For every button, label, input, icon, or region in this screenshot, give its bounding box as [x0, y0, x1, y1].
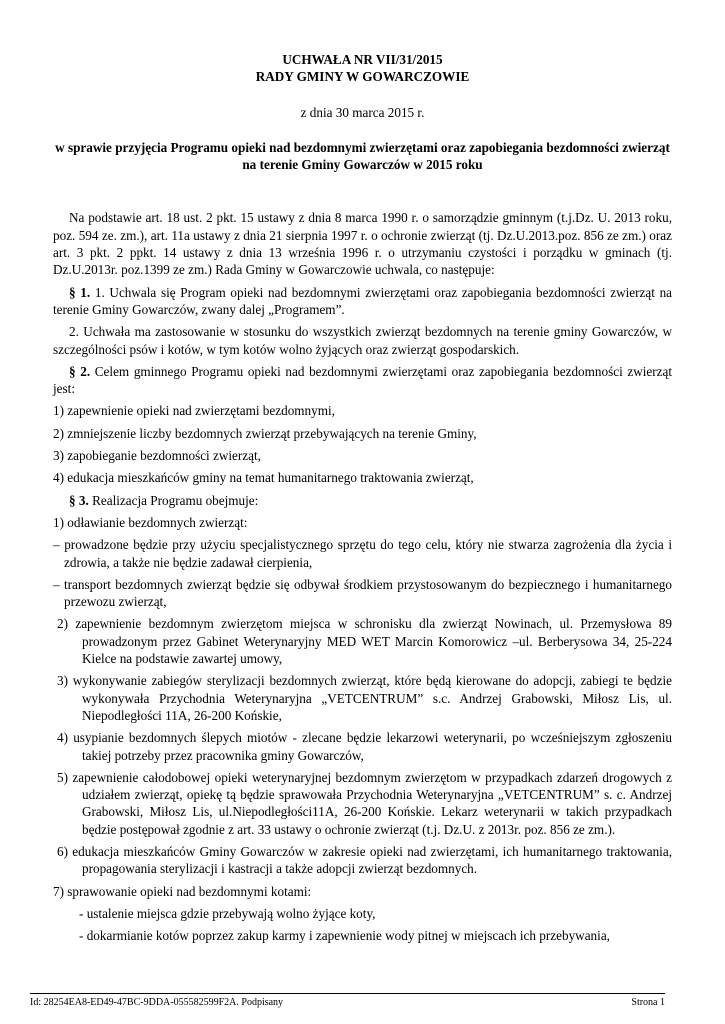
section-2-text: Celem gminnego Programu opieki nad bezdomnymi zwierzętami oraz zapobiegania bezdomności zwierząt jest: — [53, 363, 673, 397]
dash-item: – prowadzone będzie przy użyciu specjalistycznego sprzętu do tego celu, który nie stwarza zagrożenia dla życia i zdrowia, a także nie będzie zadawał cierpienia, — [53, 537, 672, 570]
document-body — [53, 209, 672, 944]
list-item: 3) wykonywanie zabiegów sterylizacji bezdomnych zwierząt, które będą kierowane do adopcji, zabiegi te będzie wykonywała Przychodnia Weterynaryjna „VETCENTRUM” s.c. Andrzej Grabowski, Miłosz Lis, ul. Niepodległości 11A, 26-200 Końskie, — [57, 673, 672, 723]
section-2-mark: § 2. — [69, 363, 91, 379]
list-item: 5) zapewnienie całodobowej opieki weterynaryjnej bezdomnym zwierzętom w przypadkach zdarzeń drogowych z udziałem zwierząt, opiekę tą będzie sprawowała Przychodnia Weterynaryjna „VETCENTRUM” s. c. Andrzej Grabowski, Miłosz Lis, ul.Niepodległości11A, 26-200 Końskie. Lekarz weterynarii w takich przypadkach będzie postępował zgodnie z art. 33 ustawy o ochronie zwierząt (t.j. Dz.U. z 2013r. poz. 856 ze zm.). — [57, 769, 672, 837]
section-1-text: 1. Uchwala się Program opieki nad bezdomnymi zwierzętami oraz zapobiegania bezdomności zwierząt na terenie Gminy Gowarczów, zwany dalej „Programem”. — [53, 284, 673, 317]
sub-item: - dokarmianie kotów poprzez zakup karmy i zapewnienie wody pitnej w miejscach ich przebywania, — [79, 928, 610, 944]
sub-item: - ustalenie miejsca gdzie przebywają wolno żyjące koty, — [79, 905, 376, 921]
document-id: Id: 28254EA8-ED49-47BC-9DDA-055582599F2A. Podpisany — [30, 997, 284, 1008]
list-item: 2) zapewnienie bezdomnym zwierzętom miejsca w schronisku dla zwierząt Nowinach, ul. Przemysłowa 89 prowadzonym przez Gabinet Weterynaryjny MED WET Marcin Komorowicz –ul. Berberysowa 34, 25-224 Kielce na podstawie zawartej umowy, — [57, 616, 672, 667]
list-item: 7) sprawowanie opieki nad bezdomnymi kotami: — [53, 883, 312, 899]
dash-item: – transport bezdomnych zwierząt będzie się odbywał środkiem przystosowanym do bezpiecznego i humanitarnego przewozu zwierząt, — [53, 576, 672, 610]
resolution-number: UCHWAŁA NR VII/31/2015 — [282, 52, 443, 67]
preamble: Na podstawie art. 18 ust. 2 pkt. 15 ustawy z dnia 8 marca 1990 r. o samorządzie gminnym (t.j.Dz. U. 2013 roku, poz. 594 ze. zm.), art. 11a ustawy z dnia 21 sierpnia 1997 r. o ochronie zwierząt (tj. Dz.U.2013.poz. 856 ze zm.) oraz art. 3 pkt. 2 ppkt. 14 ustawy z dnia 13 września 1996 r. o utrzymaniu czystości i porządku w gminach (tj. Dz.U.2013r. poz.1399 ze zm.) Rada Gminy w Gowarczowie uchwala, co następuje: — [53, 210, 672, 278]
list-item: 3) zapobieganie bezdomności zwierząt, — [53, 448, 261, 464]
section-3-mark: § 3. — [69, 492, 89, 508]
section-2-intro — [53, 363, 672, 398]
list-item: 1) zapewnienie opieki nad zwierzętami bezdomnymi, — [53, 403, 335, 419]
document-page — [53, 51, 672, 944]
section-3-text: Realizacja Programu obejmuje: — [92, 492, 259, 508]
section-1-paragraph-2: 2. Uchwała ma zastosowanie w stosunku do wszystkich zwierząt bezdomnych na terenie gminy Gowarczów, w szczególności psów i kotów, w tym kotów wolno żyjących oraz zwierząt gospodarskich. — [53, 324, 672, 357]
list-item: 6) edukacja mieszkańców Gminy Gowarczów w zakresie opieki nad zwierzętami, ich humanitarnego traktowania, propagowania sterylizacji i kastracji a także adopcji zwierząt bezdomnych. — [57, 843, 672, 877]
page-footer — [30, 993, 665, 1008]
page-number: Strona 1 — [631, 997, 665, 1008]
list-item: 2) zmniejszenie liczby bezdomnych zwierząt przebywających na terenie Gminy, — [53, 425, 477, 441]
list-item: 1) odławianie bezdomnych zwierząt: — [53, 514, 248, 530]
council-name: RADY GMINY W GOWARCZOWIE — [255, 69, 470, 85]
section-1-paragraph-1 — [53, 284, 672, 319]
resolution-subject: w sprawie przyjęcia Programu opieki nad bezdomnymi zwierzętami oraz zapobiegania bezdomności zwierząt na terenie Gminy Gowarczów w 2015 roku — [55, 139, 670, 173]
section-1-mark: § 1. — [69, 284, 91, 300]
section-3-intro — [53, 492, 672, 509]
list-item: 4) edukacja mieszkańców gminy na temat humanitarnego traktowania zwierząt, — [53, 470, 474, 486]
list-item: 4) usypianie bezdomnych ślepych miotów - zlecane będzie lekarzowi weterynarii, po wcześniejszym zgłoszeniu takiej potrzeby przez pracownika gminy Gowarczów, — [57, 730, 672, 763]
resolution-date: z dnia 30 marca 2015 r. — [300, 104, 425, 120]
